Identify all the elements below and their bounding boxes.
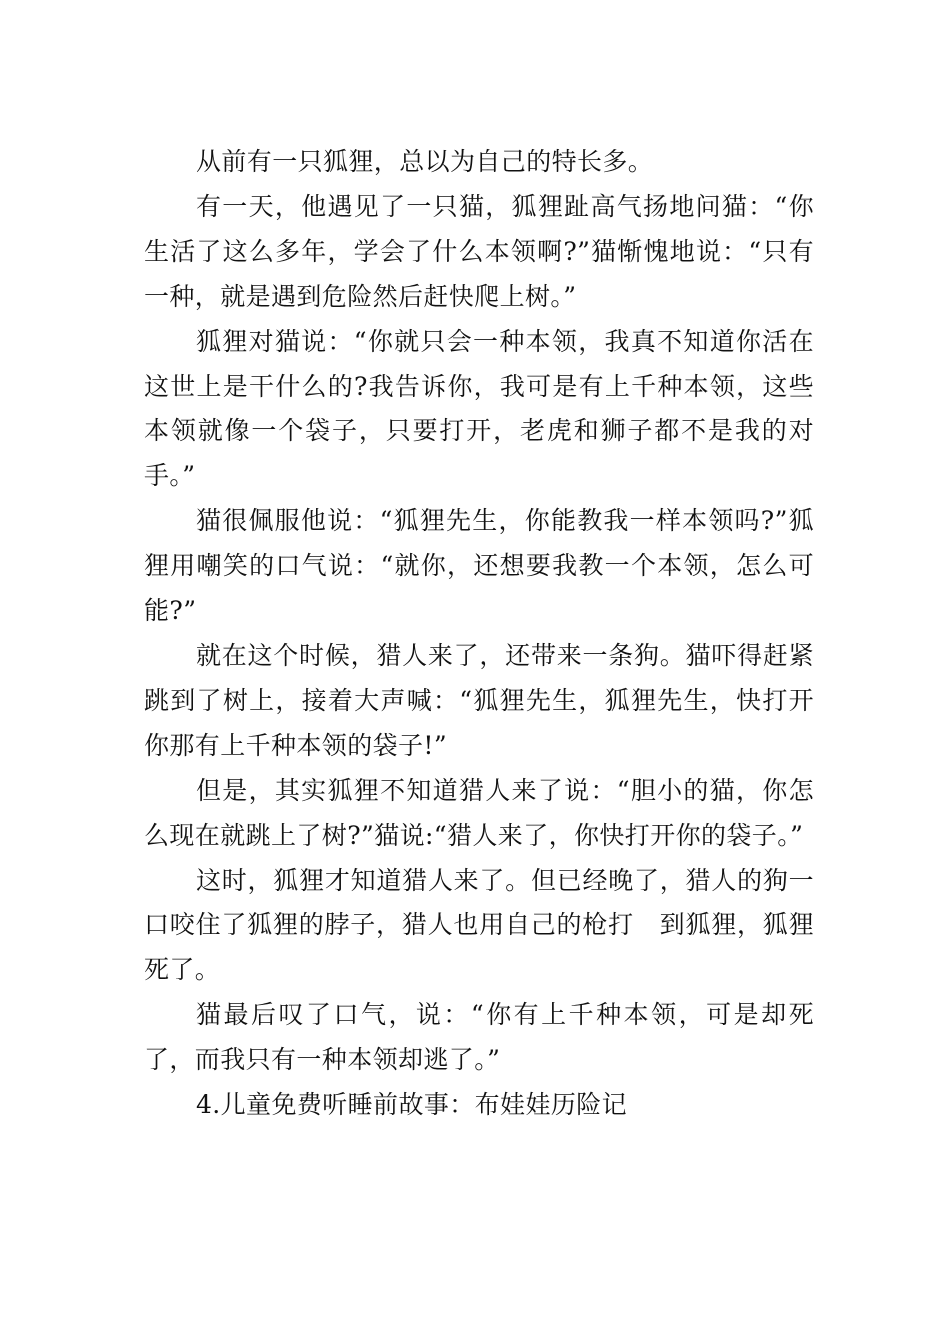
paragraph: 猫很佩服他说：“狐狸先生，你能教我一样本领吗?”狐狸用嘲笑的口气说：“就你，还想要我教一个本领，怎么可能?” (144, 506, 814, 626)
next-story-heading: 4.儿童免费听睡前故事：布娃娃历险记 (196, 1090, 628, 1120)
paragraph: 有一天，他遇见了一只猫，狐狸趾高气扬地问猫：“你生活了这么多年，学会了什么本领啊?”猫惭愧地说：“只有一种，就是遇到危险然后赶快爬上树。” (144, 191, 814, 311)
paragraph: 这时，狐狸才知道猎人来了。但已经晚了，猎人的狗一口咬住了狐狸的脖子，猎人也用自己的枪打 到狐狸，狐狸死了。 (144, 865, 814, 985)
story-body (144, 140, 814, 1128)
paragraph: 狐狸对猫说：“你就只会一种本领，我真不知道你活在这世上是干什么的?我告诉你，我可是有上千种本领，这些本领就像一个袋子，只要打开，老虎和狮子都不是我的对手。” (144, 326, 814, 491)
paragraph: 就在这个时候，猎人来了，还带来一条狗。猫吓得赶紧跳到了树上，接着大声喊：“狐狸先生，狐狸先生，快打开你那有上千种本领的袋子!” (144, 640, 814, 760)
paragraph: 但是，其实狐狸不知道猎人来了说：“胆小的猫，你怎么现在就跳上了树?”猫说:“猎人来了，你快打开你的袋子。” (144, 775, 814, 850)
paragraph: 猫最后叹了口气，说：“你有上千种本领，可是却死了，而我只有一种本领却逃了。” (144, 1000, 814, 1075)
paragraph: 从前有一只狐狸，总以为自己的特长多。 (196, 147, 654, 176)
